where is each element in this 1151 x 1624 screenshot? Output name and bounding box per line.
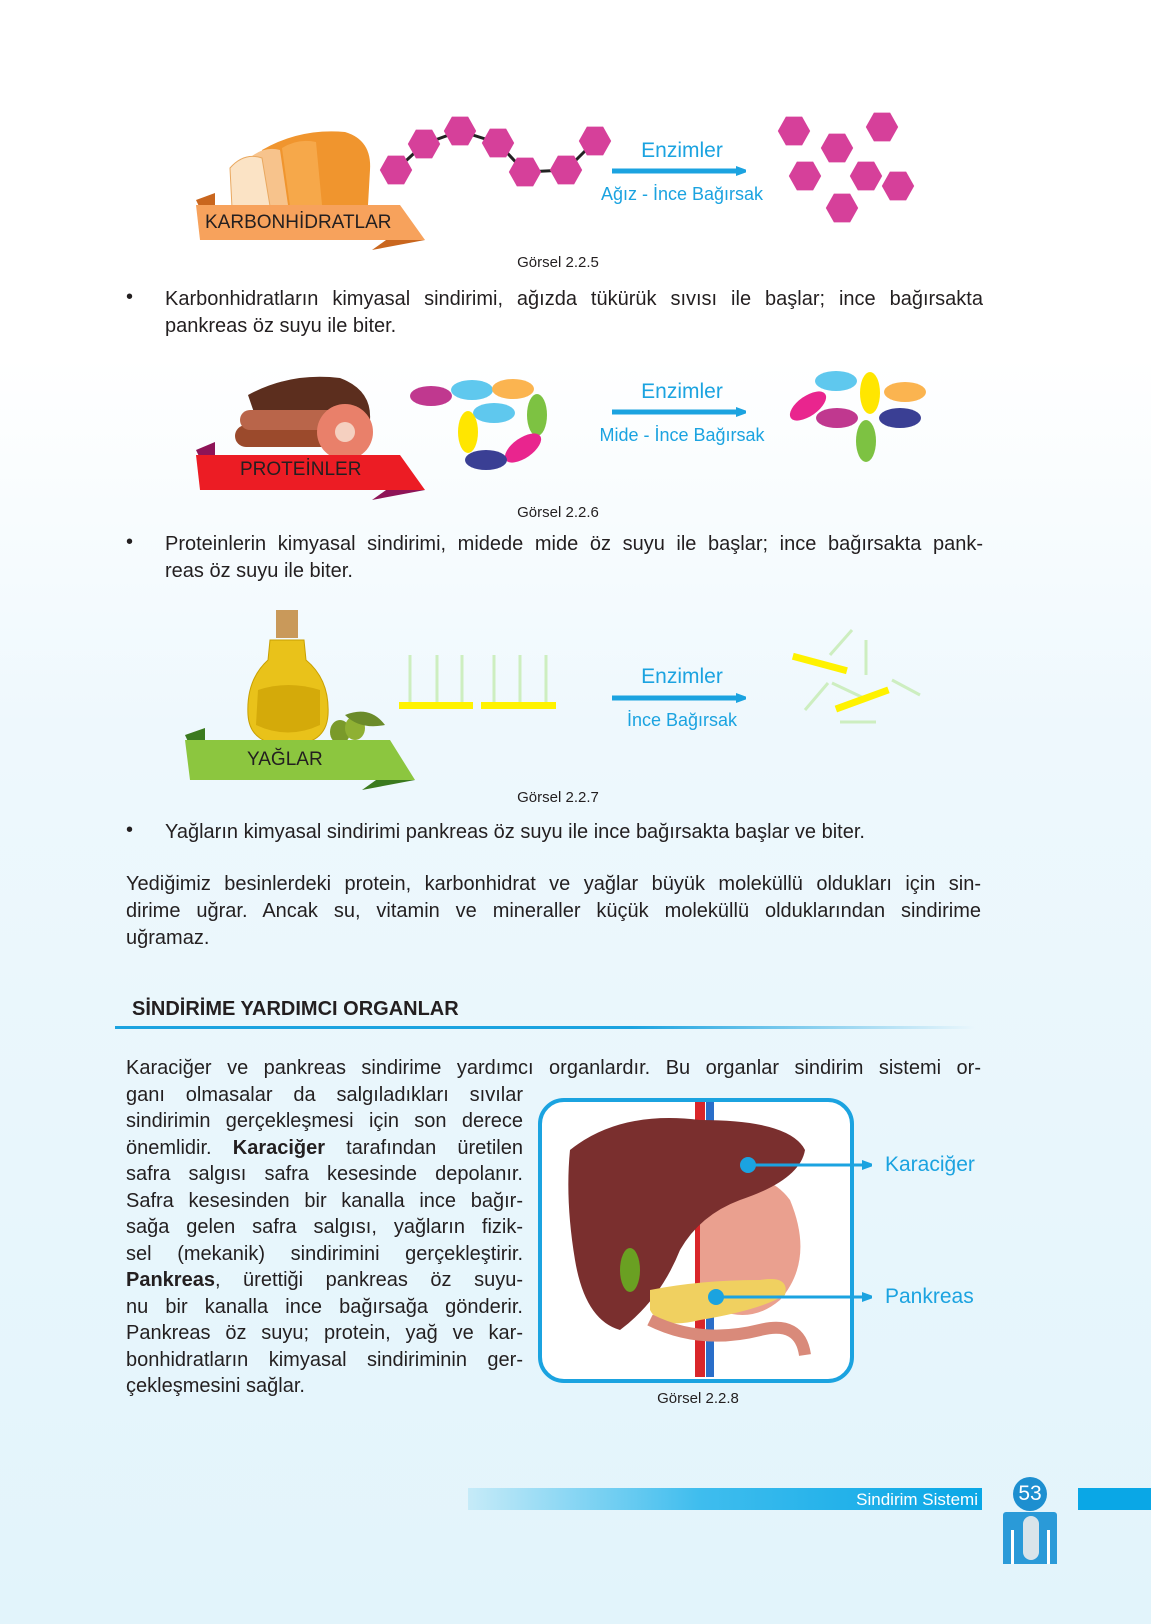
enzyme-label: Enzimler (641, 665, 723, 688)
heading-underline (115, 1026, 975, 1029)
label-liver: Karaciğer (885, 1153, 975, 1176)
page-number: 53 (1013, 1477, 1047, 1511)
bread-icon (230, 131, 370, 208)
figure-caption: Görsel 2.2.8 (657, 1390, 739, 1407)
figure-caption: Görsel 2.2.5 (517, 254, 599, 271)
protein-banner-label: PROTEİNLER (240, 459, 362, 480)
term-pancreas: Pankreas (126, 1269, 215, 1291)
fatty-acids-glycerol (792, 630, 920, 722)
paragraph-line (126, 1135, 523, 1161)
figure-organs (540, 1100, 864, 1381)
location-label: Ağız - İnce Bağırsak (600, 184, 764, 204)
oil-bottle-icon (248, 610, 385, 745)
bullet-text: reas öz suyu ile biter. (165, 560, 353, 582)
bullet-text: Yağların kimyasal sindirimi pankreas öz suyu ile ince bağırsakta başlar ve biter. (165, 821, 865, 843)
gallbladder (620, 1248, 640, 1292)
protein-chain (410, 379, 547, 470)
paragraph-line: Yediğimiz besinlerdeki protein, karbonhidrat ve yağlar büyük moleküllü oldukları için sin- (126, 873, 981, 895)
text: tarafından üretilen (325, 1137, 523, 1159)
term-liver: Karaciğer (232, 1137, 326, 1159)
paragraph-line: sağa gelen safra salgısı, yağların fizik- (126, 1216, 523, 1238)
bullet-text: pankreas öz suyu ile biter. (165, 315, 397, 337)
section-heading: SİNDİRİME YARDIMCI ORGANLAR (132, 998, 459, 1020)
enzyme-label: Enzimler (641, 380, 723, 403)
bullet-dot: • (126, 819, 134, 841)
paragraph-line: nu bir kanalla ince bağırsağa gönderir. (126, 1296, 523, 1318)
paragraph-line: ganı olmasalar da salgıladıkları sıvılar (126, 1084, 523, 1106)
bullet-dot: • (126, 286, 134, 308)
location-label: İnce Bağırsak (626, 710, 738, 730)
paragraph-line: uğramaz. (126, 927, 210, 949)
enzyme-label: Enzimler (641, 139, 723, 162)
chapter-title: Sindirim Sistemi (856, 1490, 978, 1509)
footer-bar (468, 1488, 982, 1510)
paragraph-line: safra salgısı safra kesesinde depolanır. (126, 1163, 523, 1185)
paragraph-line: çekleşmesini sağlar. (126, 1375, 305, 1397)
paragraph-line: sindirimin gerçekleşmesi için son derece (126, 1110, 523, 1132)
meat-icon (235, 377, 373, 460)
figure-caption: Görsel 2.2.6 (517, 504, 599, 521)
paragraph-line: Safra kesesinden bir kanalla ince bağır- (126, 1190, 523, 1212)
paragraph-line: bonhidratların kimyasal sindiriminin ger- (126, 1349, 523, 1371)
polysaccharide-chain (380, 117, 611, 187)
bullet-dot: • (126, 531, 134, 553)
footer-bar-right (1078, 1488, 1151, 1510)
paragraph-line: Pankreas öz suyu; protein, yağ ve kar- (126, 1322, 523, 1344)
bullet-text: Proteinlerin kimyasal sindirimi, midede mide öz suyu ile başlar; ince bağırsakta pank- (165, 533, 983, 555)
text: , ürettiği pankreas öz suyu- (214, 1269, 523, 1291)
amino-acids (785, 371, 926, 462)
monosaccharides (778, 113, 914, 223)
paragraph-line: Karaciğer ve pankreas sindirime yardımcı organlardır. Bu organlar sindirim sistemi or- (126, 1057, 981, 1079)
triglyceride (399, 655, 556, 709)
paragraph-line: sel (mekanik) sindirimini gerçekleştirir. (126, 1243, 523, 1265)
carb-banner-label: KARBONHİDRATLAR (205, 212, 392, 233)
fat-banner-label: YAĞLAR (247, 749, 323, 770)
bullet-text: Karbonhidratların kimyasal sindirimi, ağızda tükürük sıvısı ile başlar; ince bağırsakta (165, 288, 983, 310)
text: önemlidir. (126, 1137, 233, 1159)
paragraph-line (126, 1267, 523, 1293)
location-label: Mide - İnce Bağırsak (599, 425, 765, 445)
digestive-system-icon (1003, 1512, 1057, 1564)
paragraph-line: dirime uğrar. Ancak su, vitamin ve mineraller küçük moleküllü olduklarından sindirime (126, 900, 981, 922)
label-pancreas: Pankreas (885, 1285, 974, 1308)
figure-caption: Görsel 2.2.7 (517, 789, 599, 806)
